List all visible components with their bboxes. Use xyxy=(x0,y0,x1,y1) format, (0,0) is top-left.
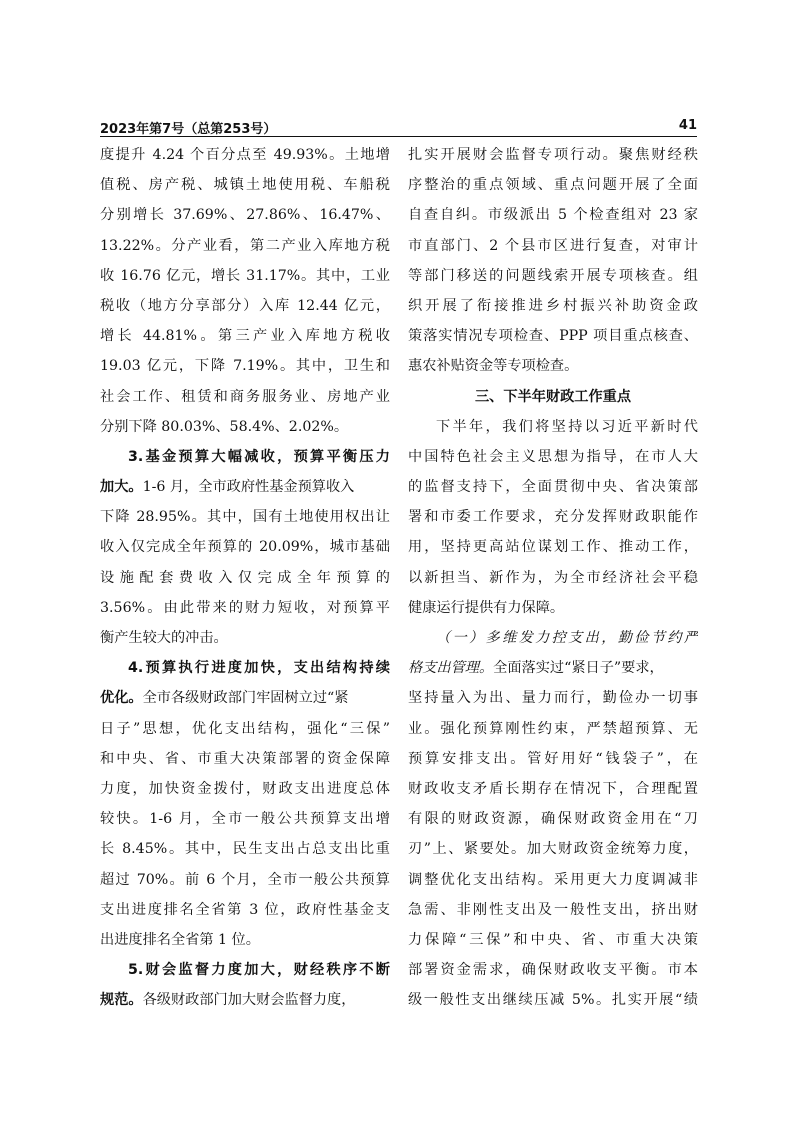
text-line: 策落实情况专项检查、PPP 项目重点核查、 xyxy=(408,328,698,345)
paragraph-second-half xyxy=(408,412,698,623)
text-line: 支出进度排名全省第 3 位，政府性基金支 xyxy=(100,901,390,918)
text-line: 度提升 4.24 个百分点至 49.93%。土地增 xyxy=(100,147,390,163)
section-3 xyxy=(100,442,390,653)
text-line: 预算安排支出。管好用好“钱袋子”，在 xyxy=(408,750,698,767)
text-line: 财政收支矛盾长期存在情况下，合理配置 xyxy=(408,780,698,797)
text-line: 序整治的重点领域、重点问题开展了全面 xyxy=(408,177,698,194)
text-line: 级一般性支出继续压减 5%。扎实开展“绩 xyxy=(408,992,698,1009)
text-line: 力度，加快资金拨付，财政支出进度总体 xyxy=(100,780,390,797)
text-line: 19.03 亿元，下降 7.19%。其中，卫生和 xyxy=(100,358,390,375)
section-5-title: 5.财会监督力度加大，财经秩序不断 xyxy=(128,962,390,979)
text-line: 急需、非刚性支出及一般性支出，挤出财 xyxy=(408,901,698,918)
section-4-title: 4.预算执行进度加快，支出结构持续 xyxy=(128,660,390,677)
text-line: 部署资金需求，确保财政收支平衡。市本 xyxy=(408,962,698,979)
text-line: 超过 70%。前 6 个月，全市一般公共预算 xyxy=(100,871,390,888)
subsection-1-title: （一）多维发力控支出，勤俭节约严 xyxy=(436,630,698,646)
right-column xyxy=(408,140,698,1015)
text-line: 健康运行提供有力保障。 xyxy=(408,599,565,616)
running-header xyxy=(100,118,697,137)
text-line: 分别下降 80.03%、58.4%、2.02%。 xyxy=(100,418,349,435)
header-rule xyxy=(100,136,697,137)
text-line: 出进度排名全省第 1 位。 xyxy=(100,931,260,948)
text-line: 以新担当、新作为，为全市经济社会平稳 xyxy=(408,569,698,586)
text-line: 较快。1-6 月，全市一般公共预算支出增 xyxy=(100,811,390,828)
page-number: 41 xyxy=(678,118,697,133)
text-line: 有限的财政资源，确保财政资金用在“刀 xyxy=(408,811,698,828)
section-heading: 三、下半年财政工作重点 xyxy=(474,388,632,405)
left-column xyxy=(100,140,390,1015)
section-3-title: 3.基金预算大幅减收，预算平衡压力 xyxy=(128,448,390,465)
text-line: 力保障“三保”和中央、省、市重大决策 xyxy=(408,931,698,948)
section-5 xyxy=(100,955,390,1015)
text-line: 全市各级财政部门牢固树立过“紧 xyxy=(142,690,349,707)
issue-label: 2023年第7号（总第253号） xyxy=(100,122,277,137)
text-line: 长 8.45%。其中，民生支出占总支出比重 xyxy=(100,841,390,858)
text-line: 税收（地方分享部分）入库 12.44 亿元， xyxy=(100,297,390,314)
section-4 xyxy=(100,653,390,955)
text-line: 惠农补贴资金等专项检查。 xyxy=(408,358,579,375)
paragraph-tax-revenue xyxy=(100,140,390,442)
text-line: 各级财政部门加大财会监督力度， xyxy=(142,992,356,1009)
text-line: 织开展了衔接推进乡村振兴补助资金政 xyxy=(408,297,698,314)
text-line: 分别增长 37.69%、27.86%、16.47%、 xyxy=(100,207,390,224)
text-line: 值税、房产税、城镇土地使用税、车船税 xyxy=(100,177,390,194)
text-line: 收入仅完成全年预算的 20.09%，城市基础 xyxy=(100,539,390,556)
text-line: 中国特色社会主义思想为指导，在市人大 xyxy=(408,448,698,465)
text-line: 坚持量入为出、量力而行，勤俭办一切事 xyxy=(408,690,698,707)
text-line: 等部门移送的问题线索开展专项核查。组 xyxy=(408,267,698,284)
text-line: 市直部门、2 个县市区进行复查，对审计 xyxy=(408,237,698,254)
paragraph-supervision xyxy=(408,140,698,382)
section-4-title-end: 优化。 xyxy=(100,690,143,707)
text-line: 衡产生较大的冲击。 xyxy=(100,630,228,646)
text-line: 署和市委工作要求，充分发挥财政职能作 xyxy=(408,509,698,526)
subsection-1-title-end: 格支出管理。 xyxy=(408,660,494,677)
text-line: 1-6 月，全市政府性基金预算收入 xyxy=(142,479,355,496)
text-line: 业。强化预算刚性约束，严禁超预算、无 xyxy=(408,720,698,737)
text-line: 全面落实过“紧日子”要求， xyxy=(493,660,664,677)
section-5-title-end: 规范。 xyxy=(100,992,143,1009)
text-line: 用，坚持更高站位谋划工作、推动工作， xyxy=(408,539,698,556)
text-line: 的监督支持下，全面贯彻中央、省决策部 xyxy=(408,479,698,496)
text-line: 社会工作、租赁和商务服务业、房地产业 xyxy=(100,388,390,405)
text-line: 增长 44.81%。第三产业入库地方税收 xyxy=(100,328,390,345)
text-line: 扎实开展财会监督专项行动。聚焦财经秩 xyxy=(408,147,698,163)
text-line: 刃”上、紧要处。加大财政资金统筹力度， xyxy=(408,841,698,858)
text-line: 下降 28.95%。其中，国有土地使用权出让 xyxy=(100,509,390,526)
text-line: 调整优化支出结构。采用更大力度调减非 xyxy=(408,871,698,888)
subsection-1 xyxy=(408,623,698,1015)
text-line: 13.22%。分产业看，第二产业入库地方税 xyxy=(100,237,390,254)
text-line: 收 16.76 亿元，增长 31.17%。其中，工业 xyxy=(100,267,390,284)
text-line: 下半年，我们将坚持以习近平新时代 xyxy=(436,418,698,435)
text-line: 3.56%。由此带来的财力短收，对预算平 xyxy=(100,599,390,616)
text-line: 自查自纠。市级派出 5 个检查组对 23 家 xyxy=(408,207,698,224)
text-line: 设施配套费收入仅完成全年预算的 xyxy=(100,569,390,586)
text-line: 和中央、省、市重大决策部署的资金保障 xyxy=(100,750,390,767)
text-line: 日子”思想，优化支出结构，强化“三保” xyxy=(100,720,390,737)
section-3-title-end: 加大。 xyxy=(100,479,143,496)
